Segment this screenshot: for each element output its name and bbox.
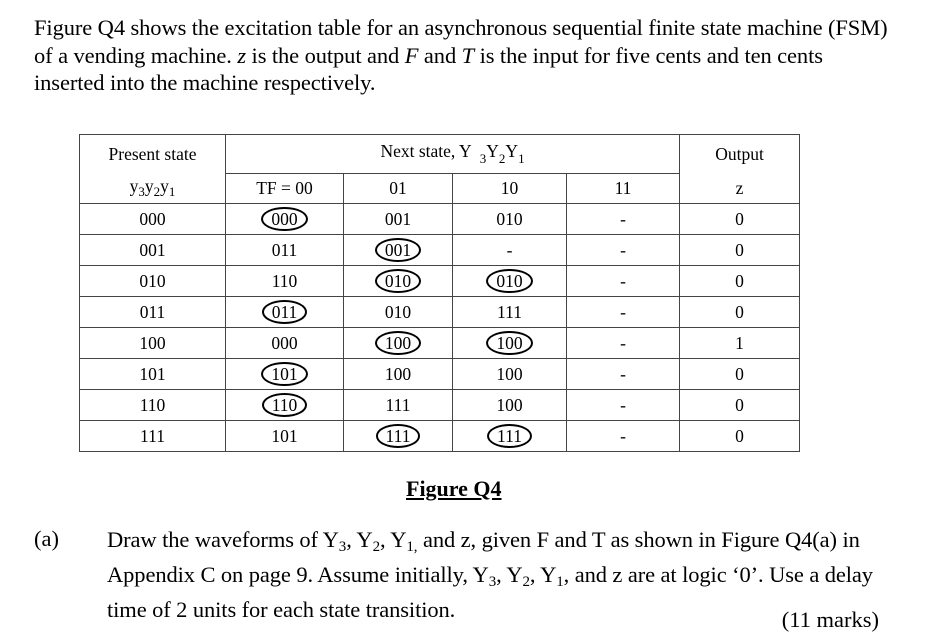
question-intro [34, 14, 894, 97]
ps-sub-1: 1 [168, 184, 176, 200]
next-state-cell: 100 [453, 359, 567, 390]
part-a-s5: 2 [522, 574, 530, 590]
output-var: z [680, 174, 800, 204]
input-col-01: 01 [344, 174, 453, 204]
stable-state-circle: 001 [375, 238, 421, 262]
output-header: Output [680, 135, 800, 174]
table-row [80, 297, 800, 328]
intro-var-F: F [404, 42, 419, 68]
intro-var-z: z [237, 42, 247, 68]
table-row [80, 390, 800, 421]
next-state-cell: - [567, 359, 680, 390]
next-state-cell: - [453, 235, 567, 266]
intro-text-3: and [418, 42, 462, 68]
table-row [80, 266, 800, 297]
intro-text-4: is the input for five cents and ten cents inserted into the machine respectively. [34, 42, 823, 95]
stable-state-circle: 010 [486, 269, 532, 293]
table-header-row-1 [80, 135, 800, 174]
part-a-text [107, 526, 897, 624]
part-a-t3: , Y [379, 527, 407, 552]
output-cell: 0 [680, 235, 800, 266]
part-a-t6: , Y [529, 562, 557, 587]
table-row [80, 359, 800, 390]
stable-state-circle: 011 [262, 300, 308, 324]
excitation-table [79, 134, 800, 452]
next-state-cell: 000 [226, 328, 344, 359]
stable-state-circle: 010 [375, 269, 421, 293]
output-cell: 0 [680, 204, 800, 235]
part-a-s3: 1, [406, 539, 418, 555]
present-state-cell: 111 [80, 421, 226, 452]
next-state-label: Next state, Y [380, 141, 476, 161]
table-row [80, 235, 800, 266]
table-header-row-2 [80, 174, 800, 204]
table-row [80, 204, 800, 235]
stable-state-circle: 111 [487, 424, 532, 448]
part-a-t5: , Y [496, 562, 523, 587]
present-state-cell: 110 [80, 390, 226, 421]
present-state-cell: 001 [80, 235, 226, 266]
intro-var-T: T [461, 42, 475, 68]
present-state-cell: 000 [80, 204, 226, 235]
next-state-sub-2: 2 [498, 151, 506, 166]
next-state-cell: 010 [453, 204, 567, 235]
output-cell: 0 [680, 266, 800, 297]
next-state-cell: 010 [344, 297, 453, 328]
next-state-cell: - [567, 235, 680, 266]
present-state-cell: 100 [80, 328, 226, 359]
next-state-cell [344, 266, 453, 297]
part-a-t1: Draw the waveforms of Y [107, 527, 339, 552]
next-state-cell: - [567, 204, 680, 235]
next-state-cell [344, 421, 453, 452]
present-state-cell: 101 [80, 359, 226, 390]
present-state-vars [80, 174, 226, 204]
next-state-Y2: Y [486, 141, 499, 161]
next-state-cell [226, 204, 344, 235]
next-state-Y1: Y [505, 141, 519, 161]
present-state-cell: 011 [80, 297, 226, 328]
stable-state-circle: 000 [261, 207, 307, 231]
ps-var-y3: y [129, 176, 139, 197]
output-cell: 1 [680, 328, 800, 359]
marks-label: (11 marks) [781, 607, 879, 632]
next-state-cell: 011 [226, 235, 344, 266]
stable-state-circle: 100 [375, 331, 421, 355]
output-cell: 0 [680, 390, 800, 421]
part-a-t2: , Y [346, 527, 373, 552]
part-a-s4: 3 [488, 574, 497, 590]
part-a-t4: and z, given F and T as shown in Figure Q4(a) in Appendix C on page 9. Assume initially, Y [107, 527, 860, 587]
ps-sub-2: 2 [153, 184, 161, 200]
next-state-cell: - [567, 328, 680, 359]
next-state-cell [344, 235, 453, 266]
stable-state-circle: 101 [261, 362, 307, 386]
next-state-cell: 101 [226, 421, 344, 452]
figure-caption: Figure Q4 [406, 476, 502, 501]
table-row [80, 328, 800, 359]
stable-state-circle: 111 [376, 424, 421, 448]
next-state-cell [226, 390, 344, 421]
table-row [80, 421, 800, 452]
stable-state-circle: 100 [486, 331, 532, 355]
next-state-header [226, 135, 680, 174]
next-state-cell: - [567, 421, 680, 452]
next-state-cell: 111 [344, 390, 453, 421]
intro-text-1: Figure Q4 shows the excitation table for an asynchronous sequential finite state machine (FSM) of a vending machine. [34, 15, 888, 68]
next-state-cell [453, 328, 567, 359]
next-state-cell: 111 [453, 297, 567, 328]
part-a-t7: , and z are at logic ‘0’. Use a delay time of 2 units for each state transition. [107, 562, 873, 622]
next-state-sub-3: 3 [479, 151, 487, 166]
next-state-cell: - [567, 266, 680, 297]
output-cell: 0 [680, 421, 800, 452]
ps-var-y1: y [160, 176, 169, 197]
present-state-header: Present state [80, 135, 226, 174]
output-cell: 0 [680, 359, 800, 390]
input-col-00: TF = 00 [226, 174, 344, 204]
input-col-11: 11 [567, 174, 680, 204]
next-state-cell: 100 [453, 390, 567, 421]
output-cell: 0 [680, 297, 800, 328]
part-a-s1: 3 [338, 539, 347, 555]
next-state-sub-1: 1 [518, 151, 525, 166]
input-col-10: 10 [453, 174, 567, 204]
next-state-cell [344, 328, 453, 359]
next-state-cell: 001 [344, 204, 453, 235]
next-state-cell [226, 297, 344, 328]
next-state-cell: 100 [344, 359, 453, 390]
next-state-cell [226, 359, 344, 390]
ps-var-y2: y [144, 176, 154, 197]
part-a-s6: 1 [556, 574, 564, 590]
part-a-label: (a) [34, 526, 59, 551]
stable-state-circle: 110 [262, 393, 308, 417]
next-state-cell [453, 421, 567, 452]
intro-text-2: is the output and [246, 42, 405, 68]
next-state-cell: - [567, 297, 680, 328]
next-state-cell [453, 266, 567, 297]
present-state-cell: 010 [80, 266, 226, 297]
part-a-s2: 2 [372, 539, 380, 555]
next-state-cell: - [567, 390, 680, 421]
ps-sub-3: 3 [138, 184, 145, 200]
next-state-cell: 110 [226, 266, 344, 297]
